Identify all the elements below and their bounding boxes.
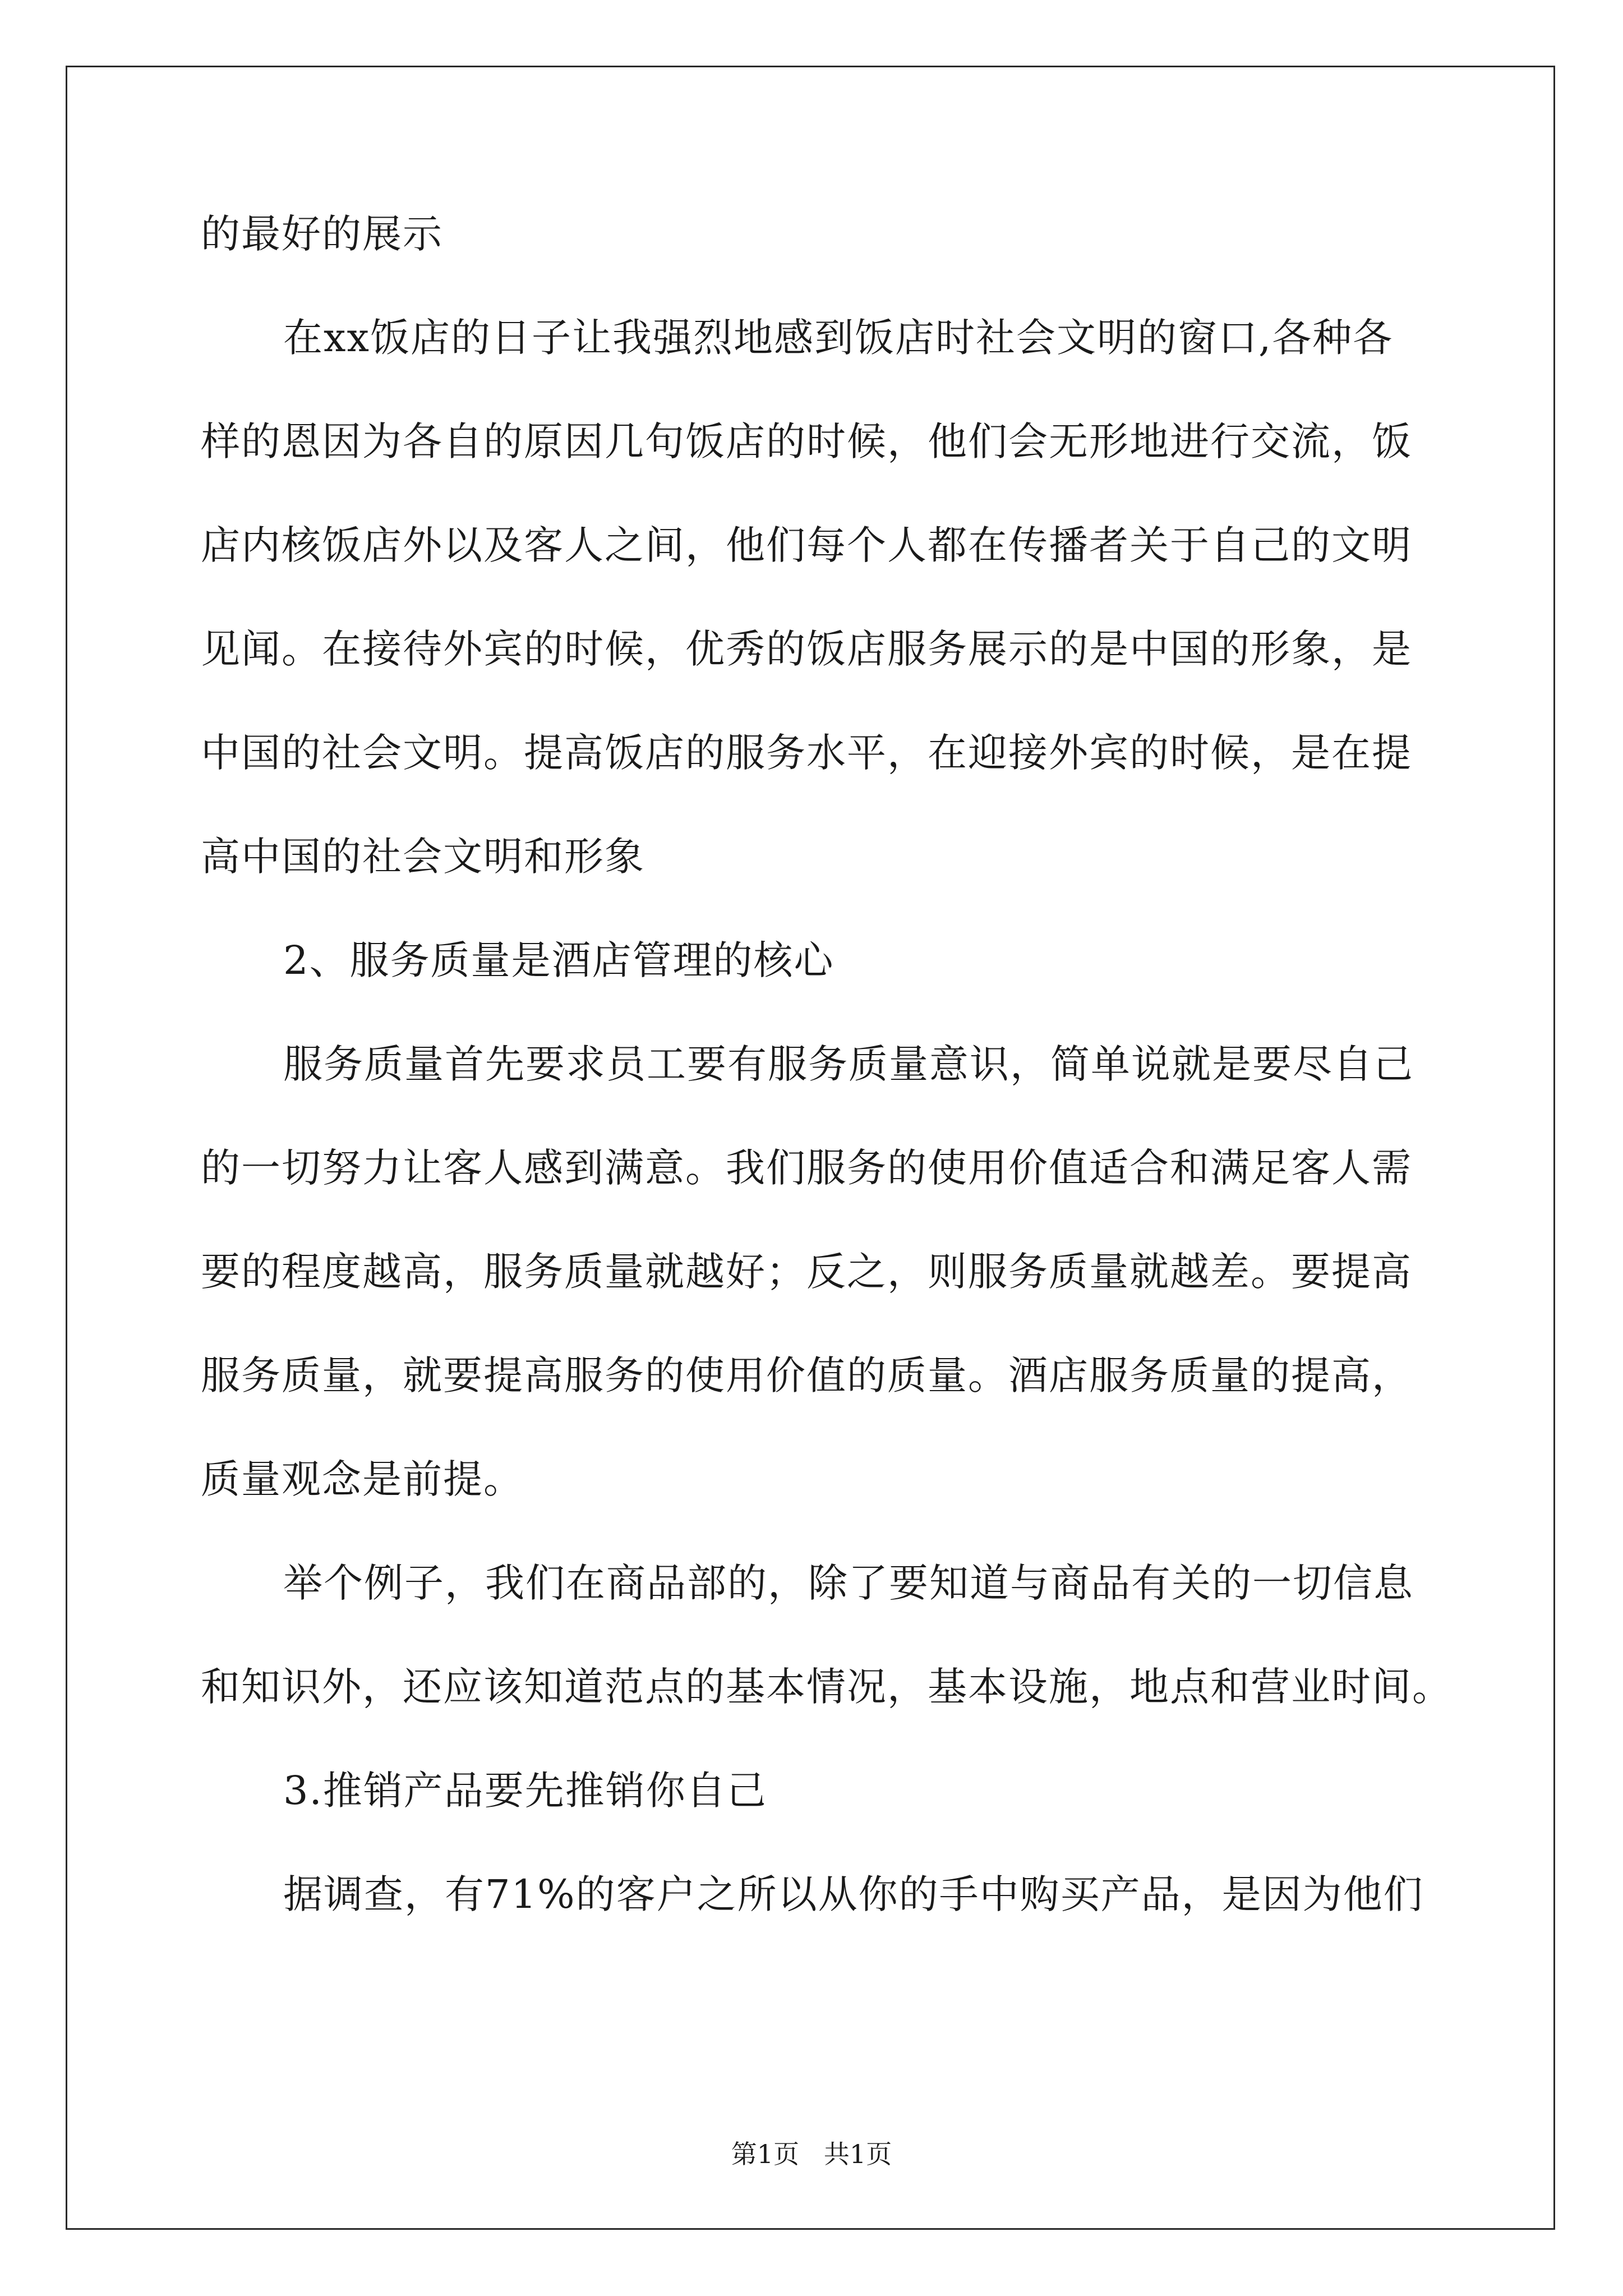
paragraph-start-line: 举个例子，我们在商品部的，除了要知道与商品有关的一切信息 xyxy=(283,1560,1414,1606)
text-line: 见闻。在接待外宾的时候，优秀的饭店服务展示的是中国的形象，是 xyxy=(201,626,1412,672)
section-heading: 2、服务质量是酒店管理的核心 xyxy=(283,937,834,983)
paragraph-start-line: 据调查，有71%的客户之所以从你的手中购买产品，是因为他们 xyxy=(283,1871,1424,1917)
text-line: 中国的社会文明。提高饭店的服务水平，在迎接外宾的时候，是在提 xyxy=(201,730,1412,776)
text-line: 质量观念是前提。 xyxy=(201,1456,524,1502)
text-line: 店内核饭店外以及客人之间，他们每个人都在传播者关于自己的文明 xyxy=(201,522,1412,568)
text-line: 高中国的社会文明和形象 xyxy=(201,834,645,880)
section-heading: 3.推销产品要先推销你自己 xyxy=(283,1768,767,1814)
text-line: 的最好的展示 xyxy=(201,211,443,257)
paragraph-start-line: 在xx饭店的日子让我强烈地感到饭店时社会文明的窗口,各种各 xyxy=(283,315,1394,361)
page-number-footer: 第1页 共1页 xyxy=(731,2139,892,2169)
text-line: 和知识外，还应该知道范点的基本情况，基本设施，地点和营业时间。 xyxy=(201,1664,1453,1710)
text-line: 要的程度越高，服务质量就越好；反之，则服务质量就越差。要提高 xyxy=(201,1249,1412,1295)
text-line: 样的恩因为各自的原因几句饭店的时候，他们会无形地进行交流，饭 xyxy=(201,418,1412,464)
text-line: 服务质量，就要提高服务的使用价值的质量。酒店服务质量的提高， xyxy=(201,1352,1412,1398)
paragraph-start-line: 服务质量首先要求员工要有服务质量意识，简单说就是要尽自己 xyxy=(283,1041,1414,1087)
text-line: 的一切努力让客人感到满意。我们服务的使用价值适合和满足客人需 xyxy=(201,1145,1412,1191)
